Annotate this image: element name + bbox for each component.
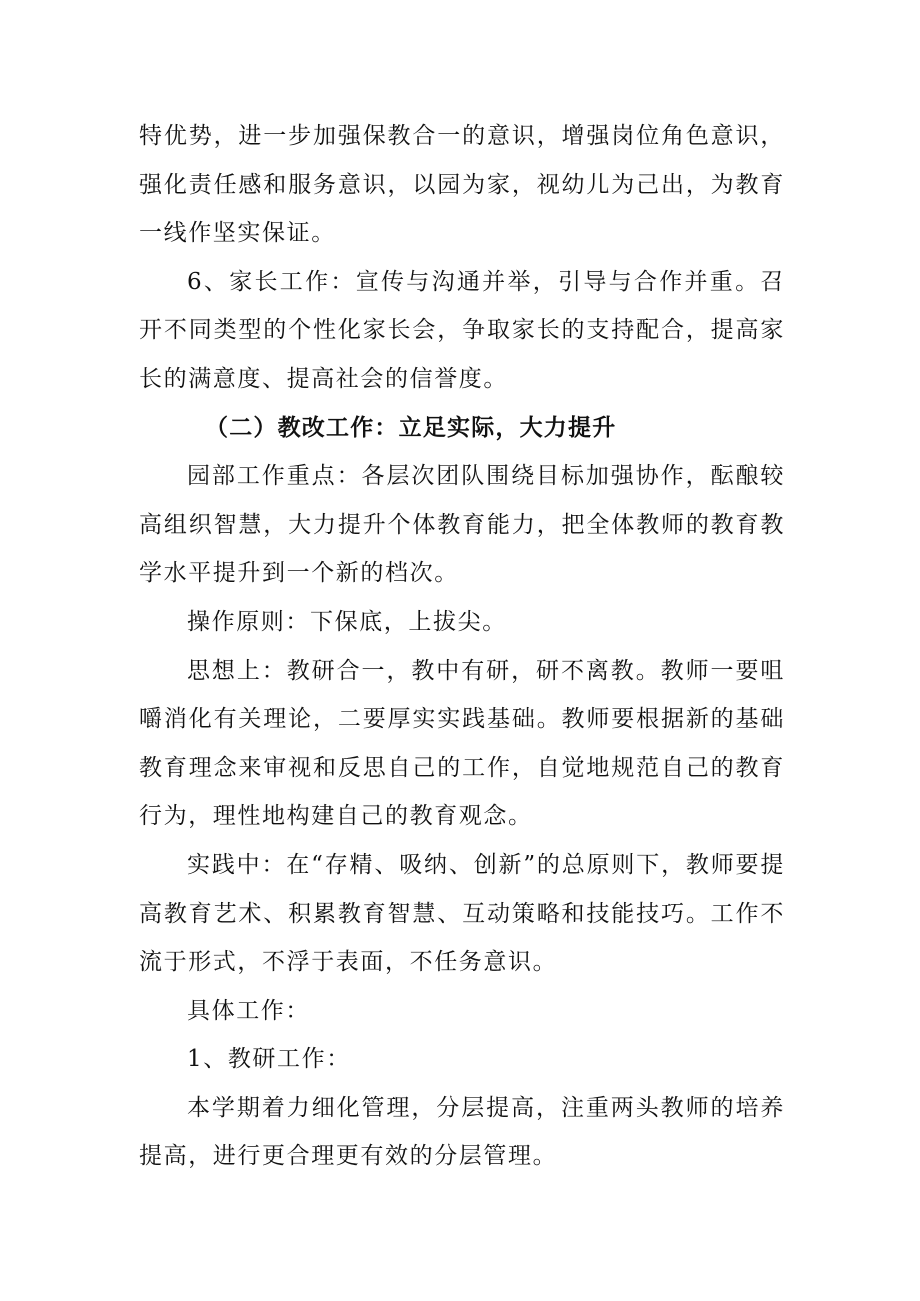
paragraph-continuation: 特优势，进一步加强保教合一的意识，增强岗位角色意识，强化责任感和服务意识，以园为家，视幼儿为己出，为教育一线作坚实保证。: [139, 123, 785, 247]
paragraph-parent-work: 6、家长工作：宣传与沟通并举，引导与合作并重。召开不同类型的个性化家长会，争取家长的支持配合，提高家长的满意度、提高社会的信誉度。: [139, 268, 785, 392]
paragraph-semester: 本学期着力细化管理，分层提高，注重两头教师的培养提高，进行更合理更有效的分层管理。: [139, 1094, 785, 1170]
paragraph-thought: 思想上：教研合一，教中有研，研不离教。教师一要咀嚼消化有关理论，二要厚实实践基础。教师要根据新的基础教育理念来审视和反思自己的工作，自觉地规范自己的教育行为，理性地构建自己的教育观念。: [139, 657, 785, 830]
paragraph-specific-work: 具体工作：: [187, 997, 310, 1024]
paragraph-practice: 实践中：在“存精、吸纳、创新”的总原则下，教师要提高教育艺术、积累教育智慧、互动策略和技能技巧。工作不流于形式，不浮于表面，不任务意识。: [139, 851, 785, 976]
section-heading: （二）教改工作：立足实际，大力提升: [205, 413, 617, 441]
paragraph-principle: 操作原则：下保底，上拔尖。: [187, 608, 507, 635]
paragraph-focus: 园部工作重点：各层次团队围绕目标加强协作，酝酿较高组织智慧，大力提升个体教育能力，把全体教师的教育教学水平提升到一个新的档次。: [139, 463, 785, 587]
document-body: [139, 112, 785, 1181]
paragraph-research-item: 1、教研工作：: [187, 1046, 351, 1073]
